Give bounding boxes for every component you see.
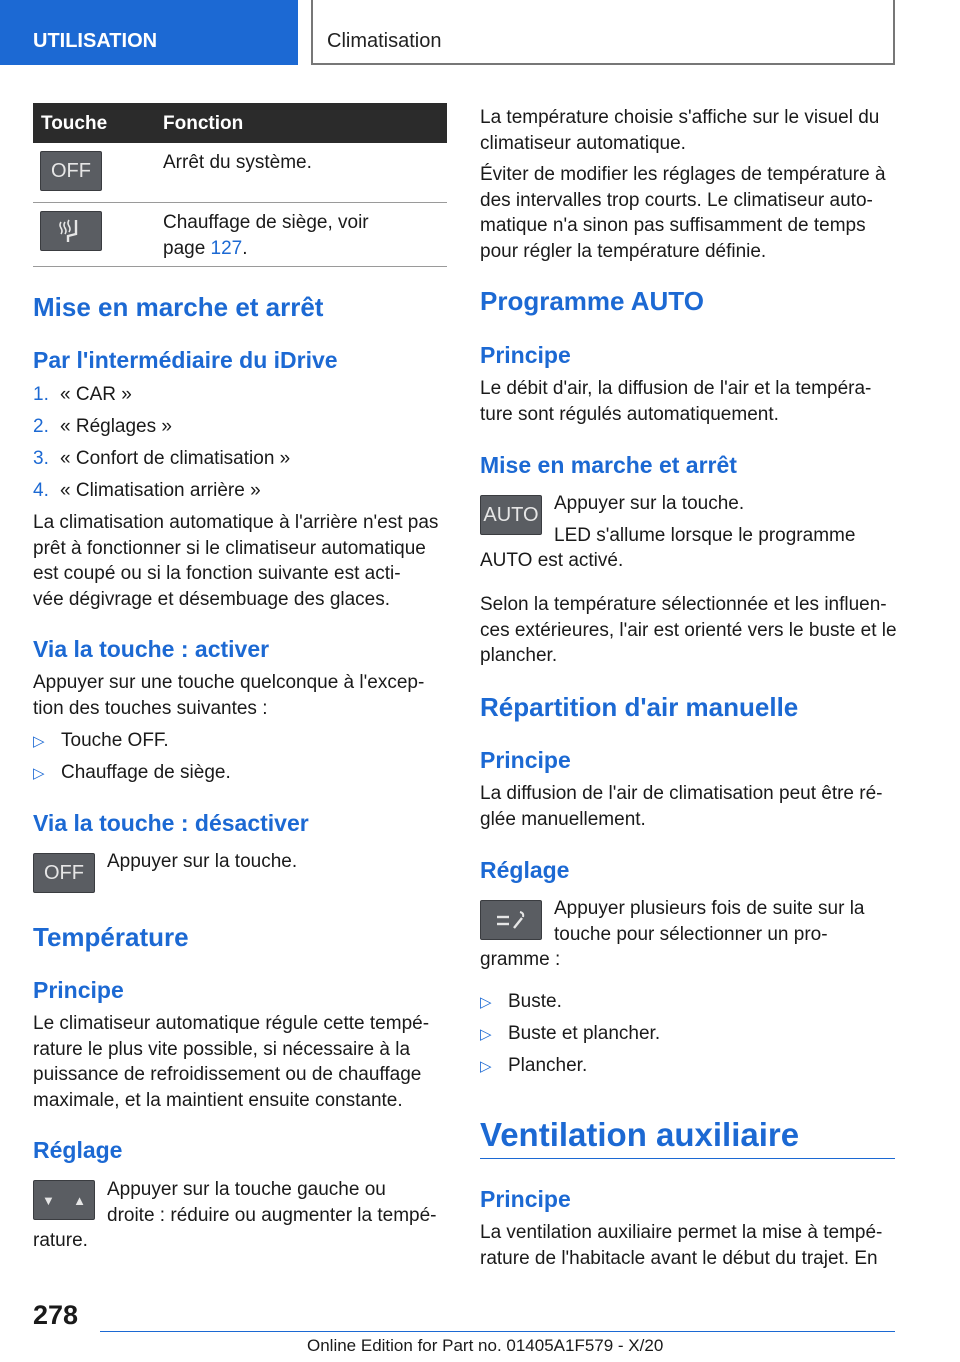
bullet-icon: ▷ (480, 994, 492, 1011)
heading-ventilation: Ventilation auxiliaire (480, 1116, 800, 1153)
heading-principe: Principe (480, 342, 571, 368)
heading-principe: Principe (480, 1186, 571, 1212)
heading-idrive: Par l'intermédiaire du iDrive (33, 347, 338, 373)
list-item: 1. « CAR » (33, 384, 132, 405)
table-header (33, 103, 447, 143)
list-item: ▷ Buste et plancher. (480, 1021, 660, 1048)
paragraph-avoid: Éviter de modifier les réglages de température à des intervalles trop courts. Le climatiseur auto- matique n'a sinon pas suffisamment de temps pour régler la température définie. (480, 164, 886, 262)
page-number: 278 (33, 1300, 79, 1330)
footer-rule (100, 1331, 895, 1332)
temp-arrows-icon: ▼ ▲ (33, 1180, 95, 1220)
list-item: 4. « Climatisation arrière » (33, 480, 261, 501)
paragraph-ventilation: La ventilation auxiliaire permet la mise à tempé- rature de l'habitacle avant le début du trajet. En (480, 1222, 883, 1269)
paragraph-led: LED s'allume lorsque le programme (554, 525, 856, 546)
paragraph-reglage: Appuyer sur la touche gauche ou droite : réduire ou augmenter la tempé- (107, 1179, 437, 1226)
heading-mise-en-marche-auto: Mise en marche et arrêt (480, 452, 737, 478)
bullet-icon: ▷ (480, 1058, 492, 1075)
paragraph-multi: Appuyer plusieurs fois de suite sur la touche pour sélectionner un pro- (554, 898, 865, 945)
paragraph-reglage-end: rature. (33, 1230, 88, 1251)
list-item: ▷ Touche OFF. (33, 728, 169, 755)
list-item: ▷ Buste. (480, 989, 562, 1016)
paragraph-display: La température choisie s'affiche sur le visuel du climatiseur automatique. (480, 107, 880, 154)
paragraph-auto: Le débit d'air, la diffusion de l'air et la tempéra- ture sont régulés automatiquement. (480, 378, 872, 425)
bullet-icon: ▷ (33, 765, 45, 782)
paragraph-press: Appuyer sur la touche. (554, 493, 745, 514)
list-item: 3. « Confort de climatisation » (33, 448, 291, 469)
heading-mise-en-marche: Mise en marche et arrêt (33, 292, 324, 322)
list-item: ▷ Plancher. (480, 1053, 587, 1080)
off-key-icon: OFF (33, 853, 95, 893)
table-row: Chauffage de siège, voir page 127. (163, 212, 369, 259)
off-key-icon: OFF (40, 151, 102, 191)
heading-repartition: Répartition d'air manuelle (480, 692, 799, 722)
heading-temperature: Température (33, 922, 189, 952)
paragraph-multi-end: gramme : (480, 949, 561, 970)
bullet-icon: ▷ (33, 733, 45, 750)
section-tab: UTILISATION (0, 0, 298, 65)
paragraph-activer: Appuyer sur une touche quelconque à l'excep- tion des touches suivantes : (33, 672, 425, 719)
paragraph-selon: Selon la température sélectionnée et les influen- ces extérieures, l'air est orienté vers le buste et le plancher. (480, 594, 897, 666)
table-divider (33, 202, 447, 203)
heading-reglage: Réglage (33, 1137, 123, 1163)
auto-key-icon: AUTO (480, 495, 542, 535)
table-header-touche: Touche (41, 113, 108, 134)
table-header-fonction: Fonction (163, 113, 244, 134)
paragraph-led-end: AUTO est activé. (480, 550, 624, 571)
heading-desactiver: Via la touche : désactiver (33, 810, 309, 836)
air-distribution-icon (480, 900, 542, 940)
paragraph-desactiver: Appuyer sur la touche. (107, 851, 298, 872)
chapter-title: Climatisation (311, 0, 895, 65)
paragraph-temperature: Le climatiseur automatique régule cette tempé- rature le plus vite possible, si nécessaire à la puissance de refroidissement ou de chauffage maximale, et la maintient ensuite constante. (33, 1013, 430, 1111)
page-link-127[interactable]: 127 (210, 237, 243, 259)
heading-reglage: Réglage (480, 857, 570, 883)
heading-principe: Principe (480, 747, 571, 773)
table-bottom-rule (33, 266, 447, 267)
footer-edition: Online Edition for Part no. 01405A1F579 - X/20 (307, 1336, 664, 1355)
heading-underline (480, 1158, 895, 1159)
paragraph-diffusion: La diffusion de l'air de climatisation peut être ré- glée manuellement. (480, 783, 883, 830)
paragraph-rear: La climatisation automatique à l'arrière n'est pas prêt à fonctionner si le climatiseur automatique est coupé ou si la fonction suivante est acti- vée dégivrage et désembuage des glaces. (33, 512, 439, 610)
table-row: Arrêt du système. (163, 152, 312, 173)
seat-heating-icon (40, 211, 102, 251)
list-item: 2. « Réglages » (33, 416, 172, 437)
list-item: ▷ Chauffage de siège. (33, 760, 231, 787)
heading-activer: Via la touche : activer (33, 636, 270, 662)
heading-principe: Principe (33, 977, 124, 1003)
heading-auto: Programme AUTO (480, 286, 704, 316)
bullet-icon: ▷ (480, 1026, 492, 1043)
